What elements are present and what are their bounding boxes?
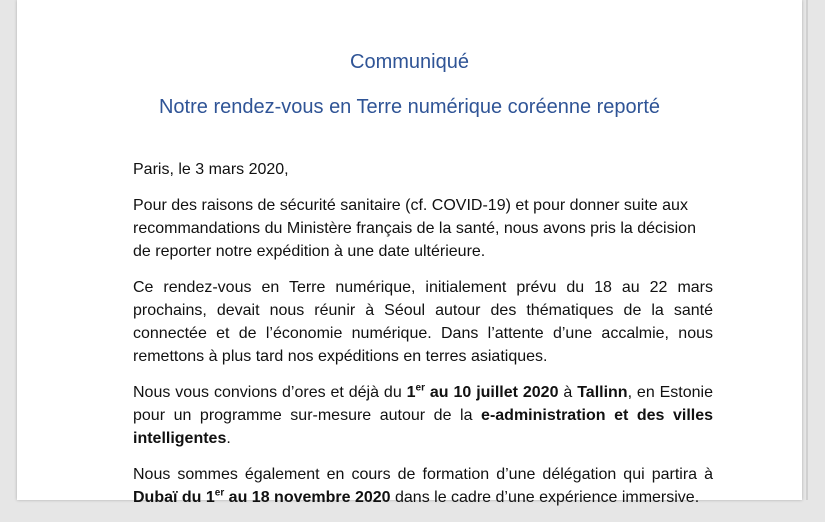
- p3-text-3: , en Estonie pour un programme sur-mesure autour de la: [133, 384, 714, 424]
- document-page: [17, 0, 802, 506]
- paragraph-1: Pour des raisons de sécurité sanitaire (cf. COVID-19) et pour donner suite aux recommandations du Ministère français de la santé, nous avons pris la décision de reporter notre expédition à une date ultérieure.: [133, 197, 696, 260]
- p3-text-2: à: [558, 384, 578, 401]
- p3-date-sup: er: [415, 382, 425, 394]
- p3-text-4: .: [226, 430, 231, 447]
- p3-date-end: au 10 juillet 2020: [425, 384, 559, 401]
- date-line: Paris, le 3 mars 2020,: [133, 161, 289, 178]
- p4-date-end: au 18 novembre 2020: [224, 489, 391, 506]
- page-edge-divider: [806, 0, 808, 500]
- paragraph-4: [133, 463, 713, 509]
- p4-place-date-start: Dubaï du 1: [133, 489, 215, 506]
- p4-text-1: Nous sommes également en cours de formation d’une délégation qui partira à: [133, 466, 713, 483]
- p3-text-1: Nous vous convions d’ores et déjà du: [133, 384, 407, 401]
- document-body: [133, 158, 713, 522]
- paragraph-3: [133, 381, 713, 450]
- p3-theme: e-administration et des villes intelligentes: [133, 407, 714, 447]
- p4-date-sup: er: [214, 487, 225, 499]
- p3-date-start: 1: [406, 384, 416, 401]
- paragraph-2: Ce rendez-vous en Terre numérique, initialement prévu du 18 au 22 mars prochains, devait nous réunir à Séoul autour des thématiques de la santé connectée et de l’économie numérique. Dans l’attente d’une accalmie, nous remettons à plus tard nos expéditions en terres asiatiques.: [133, 279, 713, 365]
- document-title: Communiqué: [350, 51, 469, 73]
- p4-text-2: dans le cadre d’une expérience immersive.: [390, 489, 700, 506]
- p3-city: Tallinn: [577, 384, 628, 401]
- document-subtitle: Notre rendez-vous en Terre numérique coréenne reporté: [158, 96, 661, 118]
